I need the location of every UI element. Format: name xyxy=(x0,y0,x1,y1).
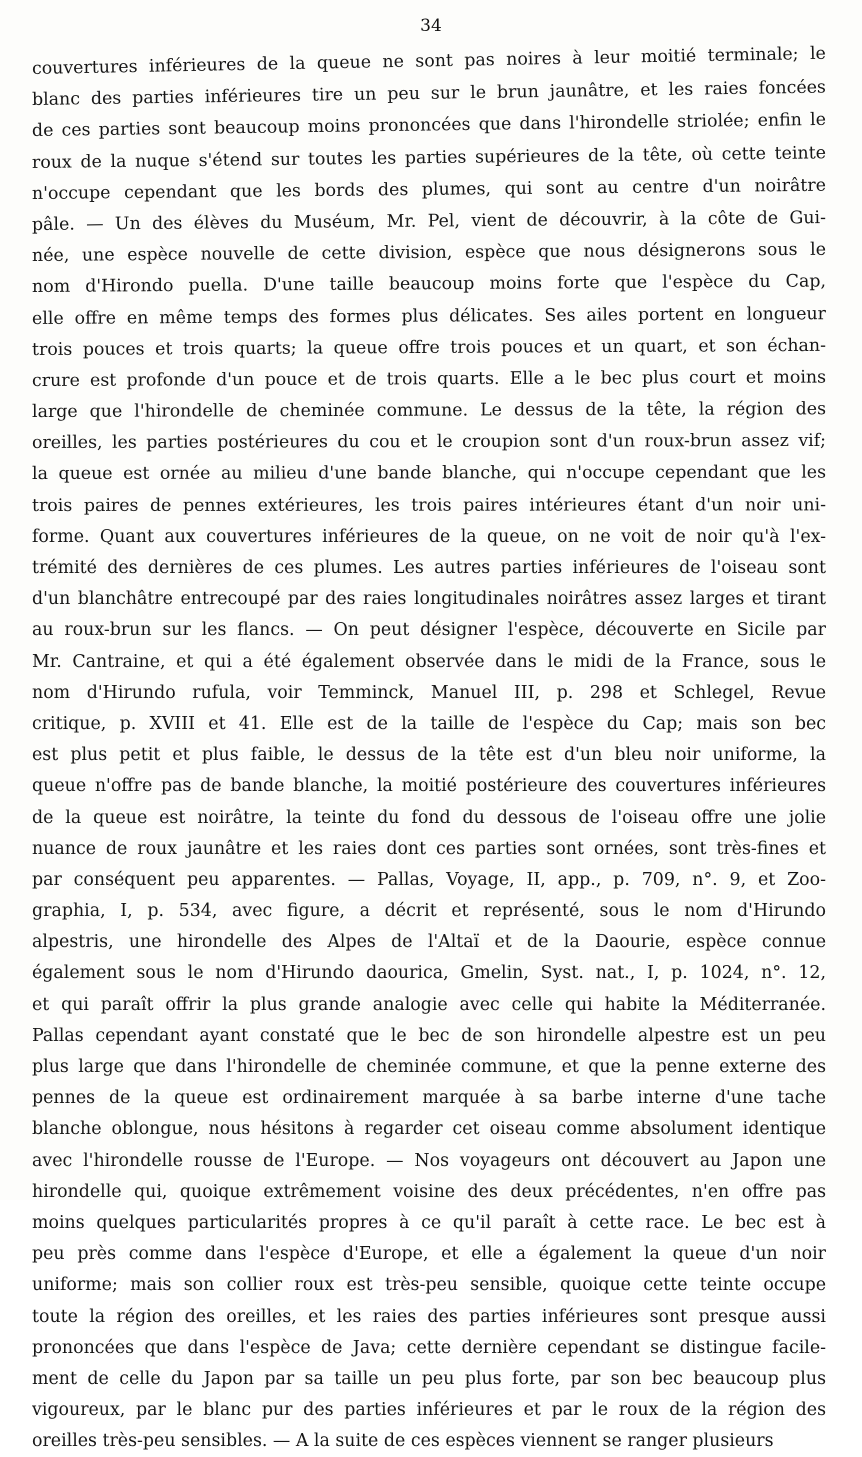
text-line: elle offre en même temps des formes plus délicates. Ses ailes portent en longueur xyxy=(31,303,827,329)
text-line: pâle. — Un des élèves du Muséum, Mr. Pel, vient de découvrir, à la côte de Gui- xyxy=(31,208,827,235)
text-line: trois paires de pennes extérieures, les trois paires intérieures étant d'un noir uni- xyxy=(31,494,827,516)
page-number: 34 xyxy=(420,16,442,36)
text-line: née, une espèce nouvelle de cette division, espèce que nous désignerons sous le xyxy=(31,239,827,267)
text-line: la queue est ornée au milieu d'une bande blanche, qui n'occupe cependant que les xyxy=(31,463,827,485)
text-line: Pallas cependant ayant constaté que le bec de son hirondelle alpestre est un peu xyxy=(32,1025,826,1046)
text-line: plus large que dans l'hirondelle de cheminée commune, et que la penne externe des xyxy=(32,1057,826,1077)
text-line: prononcées que dans l'espèce de Java; cette dernière cependant se distingue facile- xyxy=(32,1337,826,1358)
text-line: queue n'offre pas de bande blanche, la moitié postérieure des couvertures inférieures xyxy=(32,776,826,797)
text-line: peu près comme dans l'espèce d'Europe, et elle a également la queue d'un noir xyxy=(32,1244,826,1265)
text-line: moins quelques particularités propres à ce qu'il paraît à cette race. Le bec est à xyxy=(32,1212,826,1233)
text-line: nom d'Hirondo puella. D'une taille beaucoup moins forte que l'espèce du Cap, xyxy=(31,271,827,298)
text-line: alpestris, une hirondelle des Alpes de l'Altaï et de la Daourie, espèce connue xyxy=(32,932,826,953)
text-line: blanc des parties inférieures tire un peu sur le brun jaunâtre, et les raies foncées xyxy=(31,77,827,111)
text-line: pennes de la queue est ordinairement marquée à sa barbe interne d'une tache xyxy=(32,1088,826,1109)
text-line: crure est profonde d'un pouce et de trois quarts. Elle a le bec plus court et moins xyxy=(31,367,827,391)
text-line: graphia, I, p. 534, avec figure, a décrit et représenté, sous le nom d'Hirundo xyxy=(32,901,826,922)
text-line: trémité des dernières de ces plumes. Les autres parties inférieures de l'oiseau sont xyxy=(32,558,826,578)
text-line: et qui paraît offrir la plus grande analogie avec celle qui habite la Méditerranée. xyxy=(32,994,826,1015)
text-line: forme. Quant aux couvertures inférieures de la queue, on ne voit de noir qu'à l'ex- xyxy=(32,526,826,547)
text-line: large que l'hirondelle de cheminée commune. Le dessus de la tête, la région des xyxy=(31,399,827,423)
text-line: de ces parties sont beaucoup moins prononcées que dans l'hirondelle striolée; enfin le xyxy=(31,110,827,142)
text-line: nom d'Hirundo rufula, voir Temminck, Manuel III, p. 298 et Schlegel, Revue xyxy=(32,682,826,703)
text-line: critique, p. XVIII et 41. Elle est de la taille de l'espèce du Cap; mais son bec xyxy=(32,713,826,734)
text-line: ment de celle du Japon par sa taille un peu plus forte, par son bec beaucoup plus xyxy=(32,1368,826,1389)
text-line: oreilles, les parties postérieures du cou et le croupion sont d'un roux-brun assez vif; xyxy=(31,431,827,454)
text-line: au roux-brun sur les flancs. — On peut désigner l'espèce, découverte en Sicile par xyxy=(32,620,826,641)
text-line: oreilles très-peu sensibles. — A la suite de ces espèces viennent se ranger plusieurs xyxy=(32,1431,774,1452)
text-line: toute la région des oreilles, et les raies des parties inférieures sont presque aussi xyxy=(32,1306,826,1327)
text-line: trois pouces et trois quarts; la queue offre trois pouces et un quart, et son échan- xyxy=(31,335,827,360)
text-line: uniforme; mais son collier roux est très-peu sensible, quoique cette teinte occupe xyxy=(32,1275,826,1296)
text-line: roux de la nuque s'étend sur toutes les parties supérieures de la tête, où cette teinte xyxy=(31,142,827,173)
text-line: couvertures inférieures de la queue ne sont pas noires à leur moitié terminale; le xyxy=(31,43,827,79)
text-line: n'occupe cependant que les bords des plumes, qui sont au centre d'un noirâtre xyxy=(31,175,827,204)
body-text xyxy=(31,43,827,1457)
text-line: vigoureux, par le blanc pur des parties inférieures et par le roux de la région des xyxy=(32,1400,826,1421)
text-line: par conséquent peu apparentes. — Pallas, Voyage, II, app., p. 709, n°. 9, et Zoo- xyxy=(32,869,826,890)
text-line: est plus petit et plus faible, le dessus de la tête est d'un bleu noir uniforme, la xyxy=(32,745,826,766)
text-line: d'un blanchâtre entrecoupé par des raies longitudinales noirâtres assez larges et tirant xyxy=(32,589,826,610)
text-line: avec l'hirondelle rousse de l'Europe. — Nos voyageurs ont découvert au Japon une xyxy=(32,1150,826,1171)
text-line: nuance de roux jaunâtre et les raies dont ces parties sont ornées, sont très-fines et xyxy=(32,838,826,859)
text-line: hirondelle qui, quoique extrêmement voisine des deux précédentes, n'en offre pas xyxy=(32,1181,826,1202)
text-line: de la queue est noirâtre, la teinte du fond du dessous de l'oiseau offre une jolie xyxy=(32,807,826,828)
text-line: blanche oblongue, nous hésitons à regarder cet oiseau comme absolument identique xyxy=(32,1119,826,1140)
text-line: Mr. Cantraine, et qui a été également observée dans le midi de la France, sous le xyxy=(32,651,826,672)
text-line: également sous le nom d'Hirundo daourica, Gmelin, Syst. nat., I, p. 1024, n°. 12, xyxy=(32,963,826,984)
